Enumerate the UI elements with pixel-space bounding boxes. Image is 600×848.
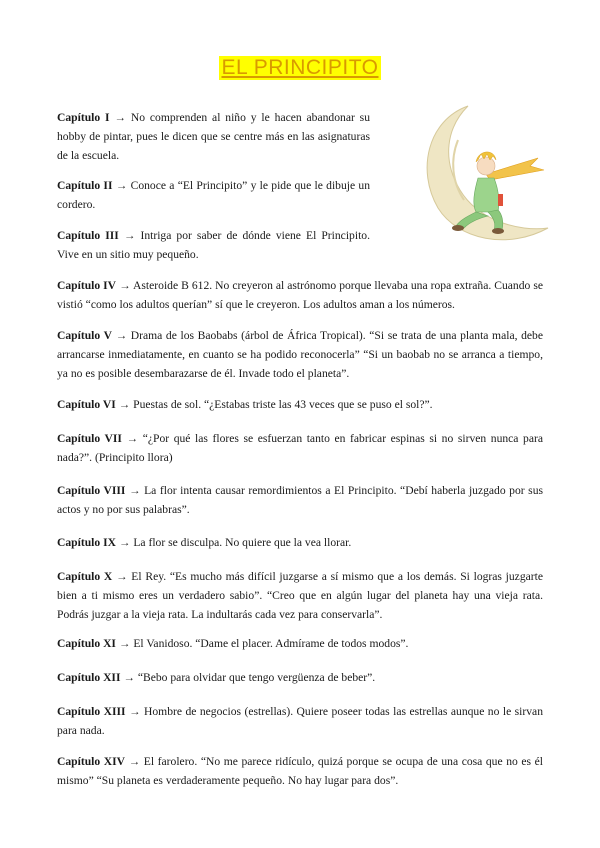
chapter-text: → No comprenden al niño y le hacen abandonar su hobby de pintar, pues le dicen que se centre más en las asignaturas de la escuela. (57, 111, 370, 162)
chapter-label: Capítulo II (57, 179, 113, 192)
chapter-paragraph (57, 326, 543, 383)
chapter-text: → Drama de los Baobabs (árbol de África Tropical). “Si se trata de una planta mala, debe arrancarse inmediatamente, en cuanto se ha podido reconocerla” “Si un baobab no se arranca a tiempo, ya no es posible desembarazarse de él. Invade todo el planeta”. (57, 329, 543, 380)
chapter-paragraph (57, 752, 543, 790)
chapter-label: Capítulo V (57, 329, 112, 342)
page-title: EL PRINCIPITO (221, 56, 379, 79)
chapter-label: Capítulo XI (57, 637, 116, 650)
chapter-label: Capítulo VIII (57, 484, 126, 497)
chapter-paragraph (57, 395, 543, 414)
chapter-paragraph (57, 176, 370, 214)
chapter-text: → La flor se disculpa. No quiere que la vea llorar. (115, 536, 352, 549)
little-prince-on-moon-illustration (398, 100, 558, 250)
chapter-paragraph (57, 429, 543, 467)
chapter-text: → Conoce a “El Principito” y le pide que le dibuje un cordero. (57, 179, 370, 211)
chapter-text: → Hombre de negocios (estrellas). Quiere poseer todas las estrellas aunque no le sirvan para nada. (57, 705, 543, 737)
chapter-label: Capítulo I (57, 111, 110, 124)
chapter-paragraph (57, 108, 370, 165)
chapter-label: Capítulo IX (57, 536, 116, 549)
chapter-paragraph (57, 668, 543, 687)
chapter-label: Capítulo VI (57, 398, 116, 411)
chapter-label: Capítulo XIV (57, 755, 126, 768)
chapter-text: → “¿Por qué las flores se esfuerzan tanto en fabricar espinas si no sirven nunca para nada?”. (Principito llora) (57, 432, 543, 464)
chapter-label: Capítulo XII (57, 671, 121, 684)
chapter-paragraph (57, 567, 543, 624)
chapter-label: Capítulo IV (57, 279, 117, 292)
chapter-paragraph (57, 702, 543, 740)
chapter-text: → El farolero. “No me parece ridículo, quizá porque se ocupa de una cosa que no es él mismo” “Su planeta es verdaderamente pequeño. No hay lugar para dos”. (57, 755, 543, 787)
chapter-paragraph (57, 226, 370, 264)
chapter-text: → El Rey. “Es mucho más difícil juzgarse a sí mismo que a los demás. Si logras juzgarte bien a ti mismo eres un verdadero sabio”. “Creo que en algún lugar del planeta hay una vieja rata. Podrás juzgar a la vieja rata. La indultarás cada vez para conservarla”. (57, 570, 543, 621)
title-container (0, 56, 600, 80)
chapter-text: → El Vanidoso. “Dame el placer. Admírame de todos modos”. (115, 637, 409, 650)
chapter-text: → La flor intenta causar remordimientos a El Principito. “Debí haberla juzgado por sus actos y no por sus palabras”. (57, 484, 544, 516)
chapter-paragraph (57, 481, 543, 519)
chapter-paragraph (57, 276, 543, 314)
chapter-label: Capítulo VII (57, 432, 122, 445)
chapter-label: Capítulo X (57, 570, 113, 583)
chapter-text: → Asteroide B 612. No creyeron al astrónomo porque llevaba una ropa extraña. Cuando se vistió “como los adultos querían” sí que le creyeron. Los adultos aman a los números. (57, 279, 543, 311)
chapter-text: → Intriga por saber de dónde viene El Principito. Vive en un sitio muy pequeño. (57, 229, 370, 261)
chapter-label: Capítulo XIII (57, 705, 126, 718)
chapter-text: → “Bebo para olvidar que tengo vergüenza de beber”. (120, 671, 376, 684)
chapter-paragraph (57, 634, 543, 653)
chapter-text: → Puestas de sol. “¿Estabas triste las 43 veces que se puso el sol?”. (115, 398, 433, 411)
chapter-label: Capítulo III (57, 229, 119, 242)
chapter-paragraph (57, 533, 543, 552)
